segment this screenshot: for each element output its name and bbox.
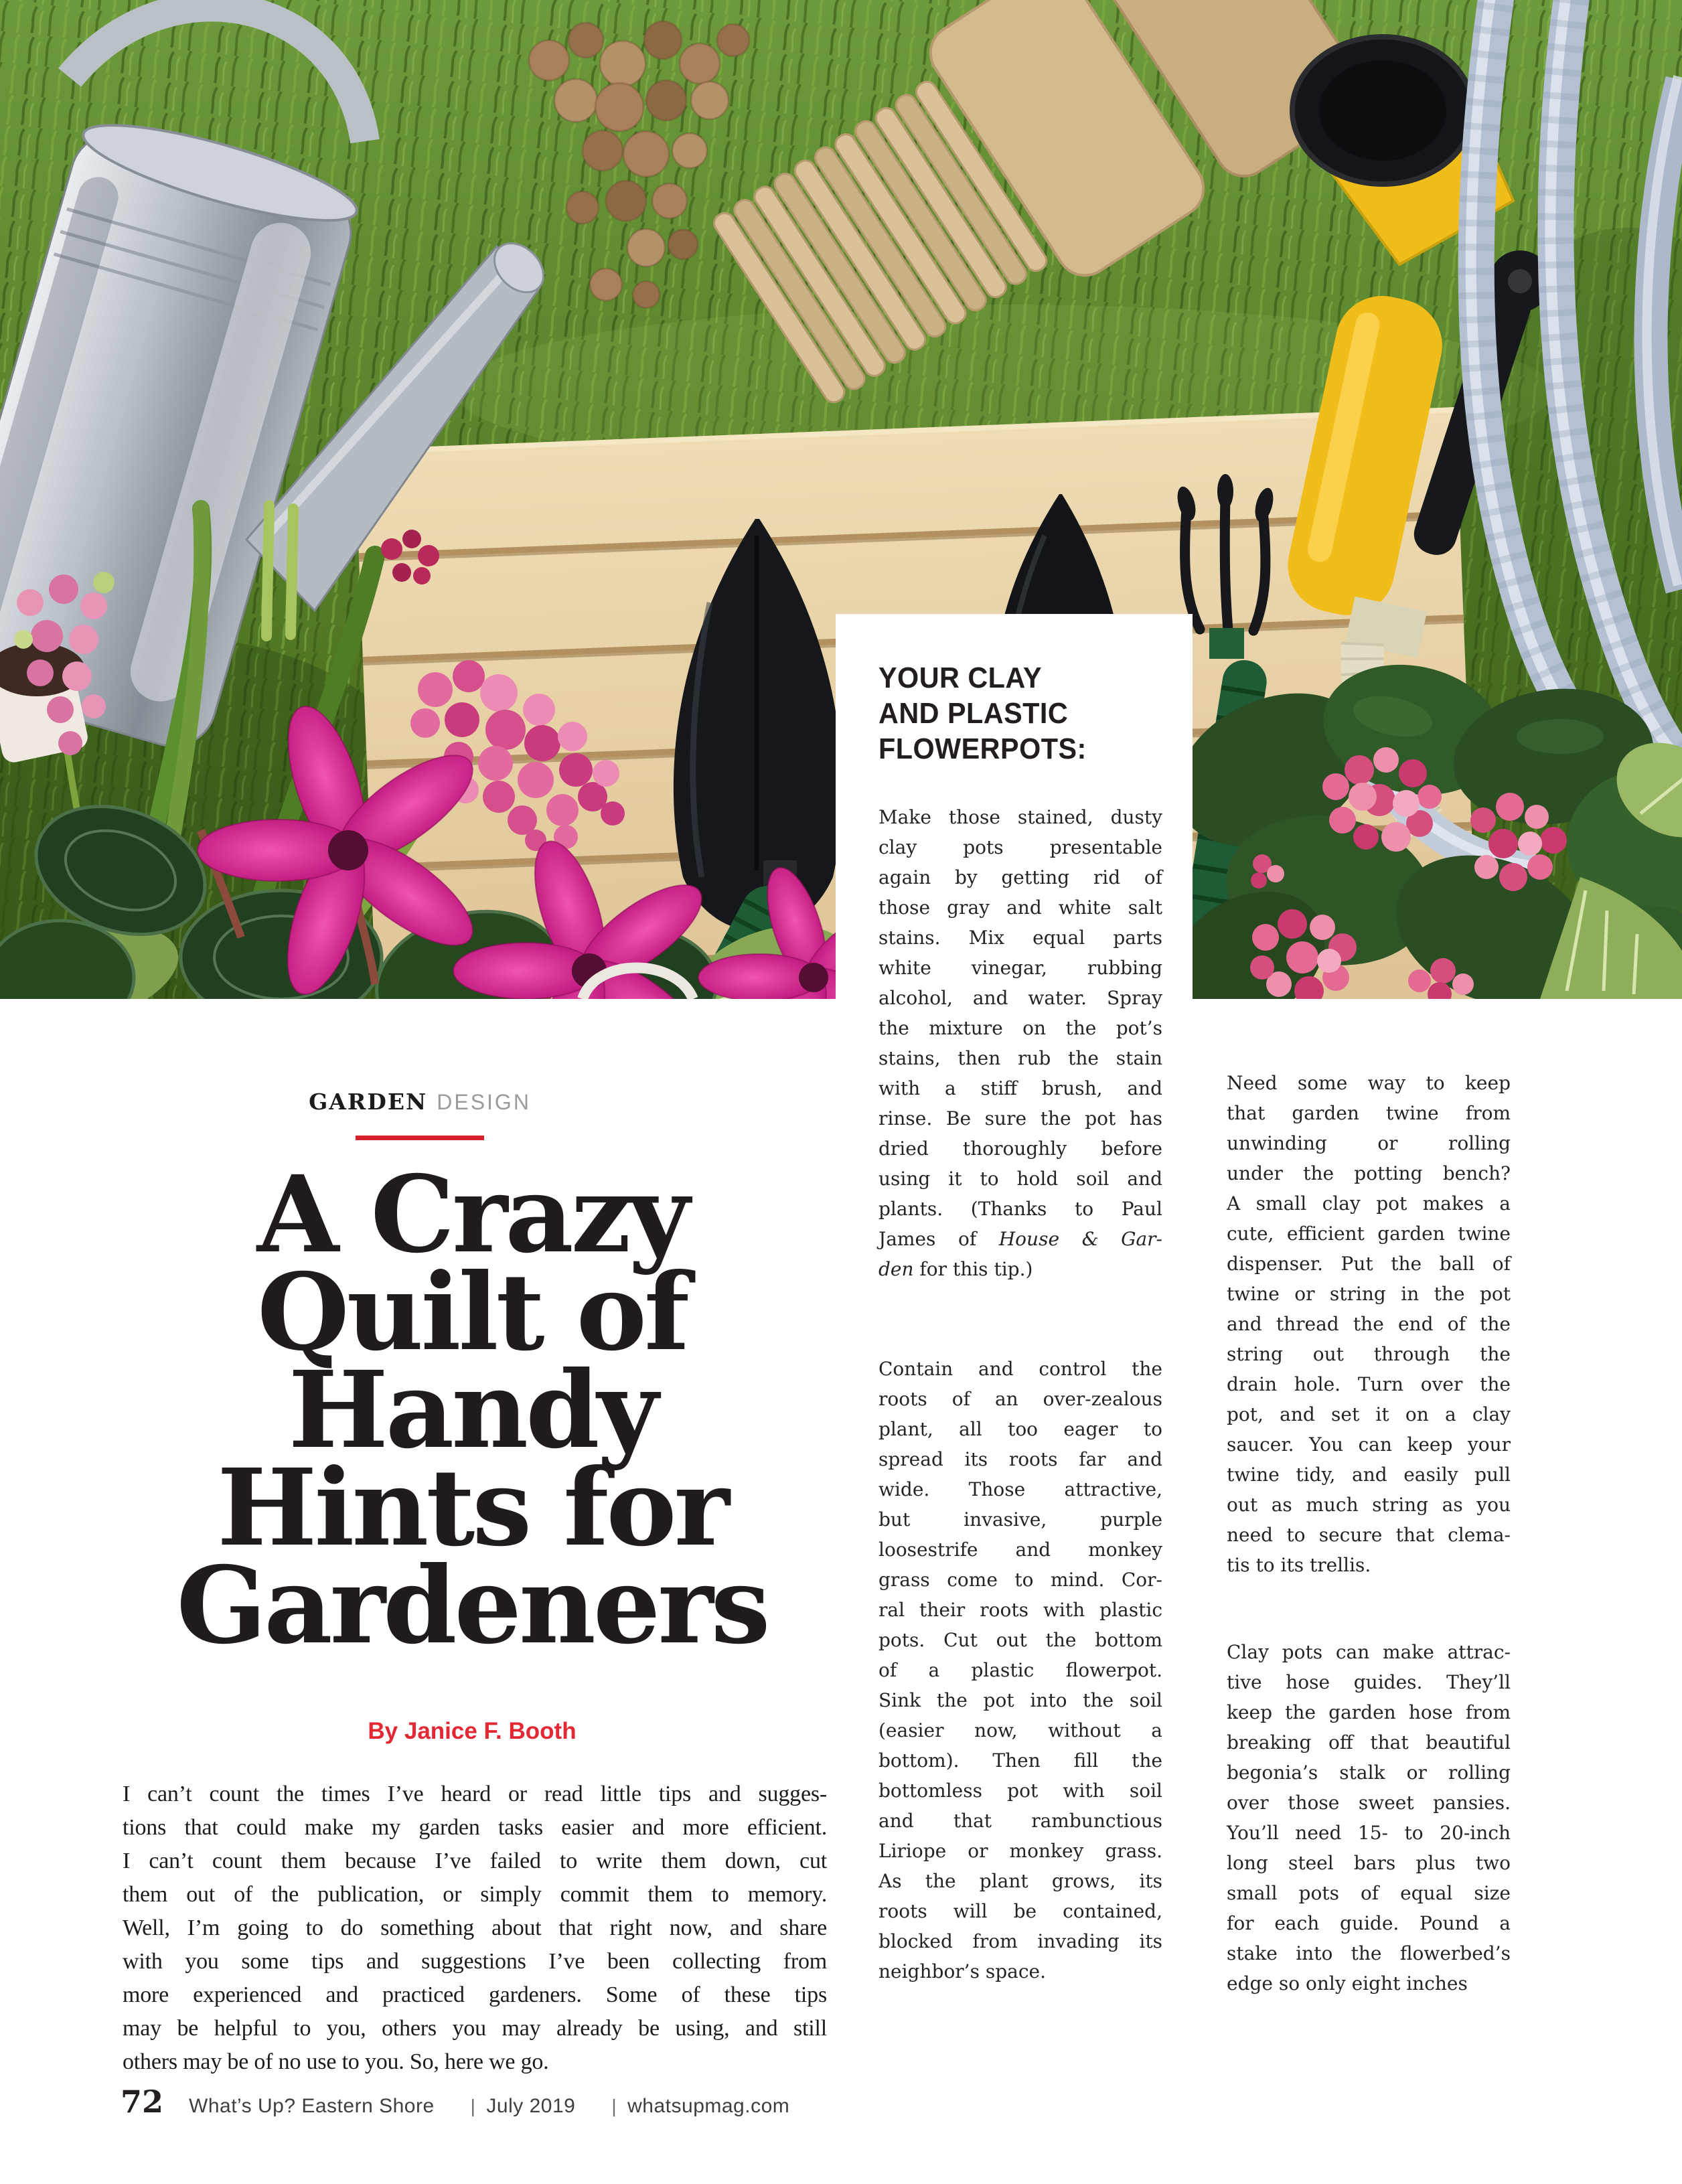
kicker-secondary: DESIGN	[437, 1090, 531, 1114]
text-line: loosestrife and monkey	[878, 1539, 1162, 1561]
text-line: James of House & Gar-	[878, 1228, 1162, 1250]
kicker-rule	[356, 1136, 484, 1140]
text-line: Sink the pot into the soil	[878, 1689, 1162, 1711]
text-line: Make those stained, dusty	[878, 806, 1162, 828]
text-line: and that rambunctious	[878, 1810, 1162, 1832]
text-line: begonia’s stalk or rolling	[1227, 1762, 1511, 1784]
text-line: plant, all too eager to	[878, 1418, 1162, 1440]
text-line: dried thoroughly before	[878, 1138, 1162, 1160]
text-line: drain hole. Turn over the	[1227, 1373, 1511, 1395]
text-line: I can’t count the times I’ve heard or read little tips and sugges-	[123, 1782, 827, 1806]
text-line: blocked from invading its	[878, 1930, 1162, 1952]
text-line: out as much string as you	[1227, 1494, 1511, 1516]
text-line: neighbor’s space.	[878, 1960, 1046, 1982]
text-line: I can’t count them because I’ve failed to write them down, cut	[123, 1849, 827, 1873]
text-line: again by getting rid of	[878, 866, 1162, 888]
text-line: stains. Mix equal parts	[878, 927, 1162, 949]
text-line: Well, I’m going to do something about that right now, and share	[123, 1916, 827, 1940]
text-line: tis to its trellis.	[1227, 1554, 1371, 1576]
page-number: 72	[121, 2084, 164, 2120]
text-line: but invasive, purple	[878, 1508, 1162, 1531]
text-line: string out through the	[1227, 1343, 1511, 1365]
text-line: that garden twine from	[1227, 1102, 1511, 1124]
text-line: As the plant grows, its	[878, 1870, 1162, 1892]
text-line: plants. (Thanks to Paul	[878, 1198, 1162, 1220]
text-line: clay pots presentable	[878, 836, 1162, 858]
text-line: Need some way to keep	[1227, 1072, 1511, 1094]
sidebar-paragraph-1	[878, 802, 1162, 1284]
text-line: pots. Cut out the bottom	[878, 1629, 1162, 1651]
section-kicker	[252, 1089, 587, 1115]
text-line: twine tidy, and easily pull	[1227, 1464, 1511, 1486]
text-line: tive hose guides. They’ll	[1227, 1671, 1511, 1693]
footer-issue: July 2019	[486, 2095, 576, 2117]
text-line: small pots of equal size	[1227, 1882, 1511, 1904]
sidebar-heading	[878, 660, 1173, 767]
text-line: You’ll need 15- to 20-inch	[1227, 1822, 1511, 1844]
footer-separator: |	[470, 2096, 476, 2116]
text-line: long steel bars plus two	[1227, 1852, 1511, 1874]
text-line: white vinegar, rubbing	[878, 957, 1162, 979]
text-line: pot, and set it on a clay	[1227, 1403, 1511, 1425]
text-line: wide. Those attractive,	[878, 1478, 1162, 1500]
right-column-paragraph-2	[1227, 1637, 1511, 1999]
text-line: may be helpful to you, others you may already be using, and still	[123, 2016, 827, 2041]
text-line: stains, then rub the stain	[878, 1047, 1162, 1069]
text-line: edge so only eight inches	[1227, 1972, 1468, 1995]
footer-magazine-title: What’s Up? Eastern Shore	[189, 2095, 435, 2117]
text-line: A Crazy	[256, 1153, 688, 1277]
text-line: breaking off that beautiful	[1227, 1731, 1511, 1753]
text-line: cute, efficient garden twine	[1227, 1223, 1511, 1245]
text-line: stake into the flowerbed’s	[1227, 1942, 1511, 1964]
text-line: roots of an over-zealous	[878, 1388, 1162, 1410]
text-line: over those sweet pansies.	[1227, 1792, 1511, 1814]
article-byline: By Janice F. Booth	[368, 1718, 577, 1744]
text-line: Liriope or monkey grass.	[878, 1840, 1162, 1862]
footer-separator: |	[611, 2096, 617, 2116]
text-line: YOUR CLAY	[878, 661, 1043, 694]
text-line: rinse. Be sure the pot has	[878, 1107, 1162, 1129]
text-line: Clay pots can make attrac-	[1227, 1641, 1511, 1663]
text-line: spread its roots far and	[878, 1448, 1162, 1470]
footer-website: whatsupmag.com	[627, 2095, 790, 2117]
text-line: under the potting bench?	[1227, 1162, 1511, 1184]
text-line: for each guide. Pound a	[1227, 1912, 1511, 1934]
text-line: using it to hold soil and	[878, 1168, 1162, 1190]
right-column-paragraph-1	[1227, 1068, 1511, 1580]
text-line: need to secure that clema-	[1227, 1524, 1511, 1546]
text-line: those gray and white salt	[878, 896, 1162, 919]
text-line: keep the garden hose from	[1227, 1701, 1511, 1723]
text-line: with you some tips and suggestions I’ve been collecting from	[123, 1949, 827, 1974]
text-line: Gardeners	[176, 1544, 768, 1668]
text-line: others may be of no use to you. So, here we go.	[123, 2049, 549, 2074]
text-line: of a plastic flowerpot.	[878, 1659, 1162, 1681]
kicker-primary: GARDEN	[309, 1089, 428, 1115]
text-line: unwinding or rolling	[1227, 1132, 1511, 1154]
text-line: saucer. You can keep your	[1227, 1433, 1511, 1456]
text-line: them out of the publication, or simply commit them to memory.	[123, 1882, 827, 1907]
text-line: Contain and control the	[878, 1358, 1162, 1380]
text-line: AND PLASTIC	[878, 697, 1069, 730]
article-title	[87, 1153, 857, 1668]
text-line: FLOWERPOTS:	[878, 732, 1087, 765]
article-intro	[123, 1778, 827, 2079]
text-line: grass come to mind. Cor-	[878, 1569, 1162, 1591]
text-line: tions that could make my garden tasks easier and more efficient.	[123, 1815, 827, 1840]
text-line: Handy	[288, 1348, 656, 1472]
page-footer	[121, 2084, 789, 2120]
text-line: the mixture on the pot’s	[878, 1017, 1162, 1039]
text-line: roots will be contained,	[878, 1900, 1162, 1922]
text-line: Hints for	[217, 1446, 727, 1570]
sidebar-paragraph-2	[878, 1354, 1162, 1986]
text-line: twine or string in the pot	[1227, 1283, 1511, 1305]
text-line: Quilt of	[257, 1251, 687, 1375]
text-line: bottom). Then fill the	[878, 1749, 1162, 1772]
text-line: alcohol, and water. Spray	[878, 987, 1162, 1009]
text-line: ral their roots with plastic	[878, 1599, 1162, 1621]
text-line: more experienced and practiced gardeners. Some of these tips	[123, 1982, 827, 2007]
text-line: bottomless pot with soil	[878, 1780, 1162, 1802]
text-line: A small clay pot makes a	[1227, 1192, 1511, 1215]
text-line: and thread the end of the	[1227, 1313, 1511, 1335]
text-line: dispenser. Put the ball of	[1227, 1253, 1511, 1275]
text-line: with a stiff brush, and	[878, 1077, 1162, 1099]
text-line: den for this tip.)	[878, 1258, 1033, 1280]
text-line: (easier now, without a	[878, 1719, 1162, 1741]
